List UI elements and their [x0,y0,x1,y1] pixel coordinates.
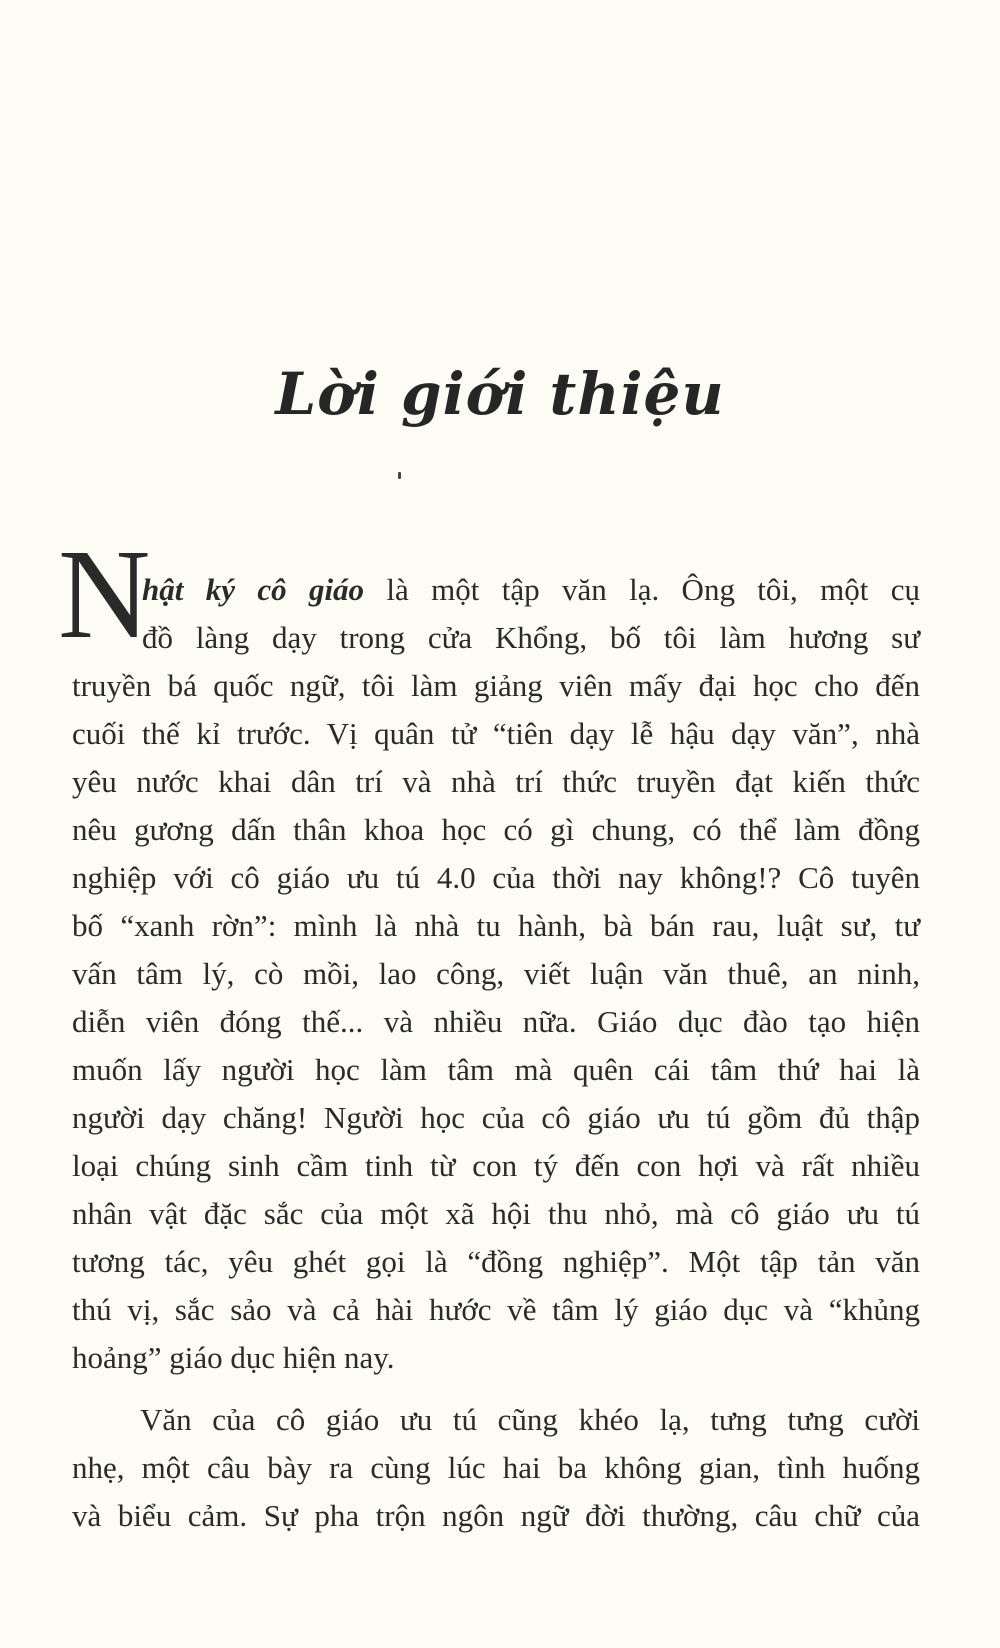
paragraph-2 [72,1396,920,1540]
text-line: tương tác, yêu ghét gọi là “đồng nghiệp”. Một tập tản văn [72,1244,920,1279]
ornament-dot [398,472,401,479]
text-line: nhân vật đặc sắc của một xã hội thu nhỏ, mà cô giáo ưu tú [72,1196,920,1231]
text-line: muốn lấy người học làm tâm mà quên cái tâm thứ hai là [72,1052,920,1087]
emphasized-title: hật ký cô giáo [142,572,365,607]
text-line: hoảng” giáo dục hiện nay. [72,1340,395,1375]
text-line: và biểu cảm. Sự pha trộn ngôn ngữ đời thường, câu chữ của [72,1498,920,1533]
page-title: Lời giới thiệu [275,360,725,428]
text-line: nhẹ, một câu bày ra cùng lúc hai ba không gian, tình huống [72,1450,920,1485]
text-line: loại chúng sinh cầm tinh từ con tý đến con hợi và rất nhiều [72,1148,920,1183]
text-line: diễn viên đóng thế... và nhiều nữa. Giáo dục đào tạo hiện [72,1004,920,1039]
text-line: nghiệp với cô giáo ưu tú 4.0 của thời nay không!? Cô tuyên [72,860,920,895]
text-line: người dạy chăng! Người học của cô giáo ưu tú gồm đủ thập [72,1100,920,1135]
text-line: thú vị, sắc sảo và cả hài hước về tâm lý giáo dục và “khủng [72,1292,920,1327]
text-line: cuối thế kỉ trước. Vị quân tử “tiên dạy lễ hậu dạy văn”, nhà [72,716,920,751]
body-text [72,566,920,1540]
text-line: bố “xanh rờn”: mình là nhà tu hành, bà bán rau, luật sư, tư [72,908,920,943]
text-line [72,566,920,614]
text-line: truyền bá quốc ngữ, tôi làm giảng viên mấy đại học cho đến [72,668,920,703]
text-line: vấn tâm lý, cò mồi, lao công, viết luận văn thuê, an ninh, [72,956,920,991]
paragraph-1 [72,566,920,1382]
text-line: nêu gương dấn thân khoa học có gì chung, có thể làm đồng [72,812,920,847]
text-line: Văn của cô giáo ưu tú cũng khéo lạ, tưng tưng cười [140,1402,920,1437]
text-line: yêu nước khai dân trí và nhà trí thức truyền đạt kiến thức [72,764,920,799]
text-line: đồ làng dạy trong cửa Khổng, bố tôi làm hương sư [142,620,920,655]
drop-cap: N [58,523,151,665]
text-segment: là một tập văn lạ. Ông tôi, một cụ [364,572,920,607]
